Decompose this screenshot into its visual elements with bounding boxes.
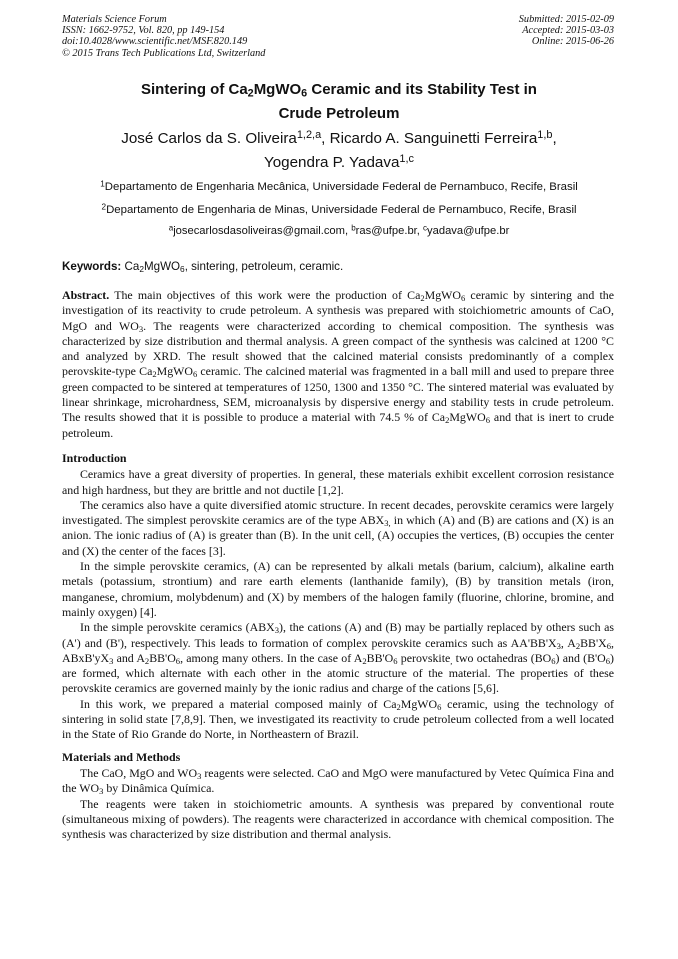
online-date: Online: 2015-06-26 <box>531 36 614 48</box>
paragraph: Ceramics have a great diversity of properties. In general, these materials exhibit excellent corrosion resistance and high hardness, but they are brittle and not ductile [1,2]. <box>62 467 614 497</box>
paper-body <box>62 288 614 842</box>
paragraph: In this work, we prepared a material composed mainly of $Ca_2MgWO_6$ ceramic, using the technology of sintering in solid state [7,8,9]. Then, we investigated its reactivity to crude petroleum collected from a well located in the State of Rio Grande do Norte, in Northeastern of Brazil. <box>62 696 614 742</box>
journal-name: Materials Science Forum <box>62 14 167 25</box>
journal-info <box>62 14 265 59</box>
keywords-label: Keywords: <box>62 260 122 273</box>
accepted-date: Accepted: 2015-03-03 <box>522 25 614 37</box>
paragraph: In the simple perovskite ceramics, (A) can be represented by alkali metals (barium, calcium), alkaline earth metals (potassium, strontium) and rare earth elements (lanthanide family), (B) by transition metals (iron, manganese, chromium, molybdenum) and (X) by members of the halogen family (fluorine, chlorine, bromine, and mainly oxygen) [4]. <box>62 559 614 619</box>
author-name: , Ricardo A. Sanguinetti Ferreira <box>321 130 538 147</box>
publication-dates <box>519 14 614 48</box>
submitted-date: Submitted: 2015-02-09 <box>518 14 614 25</box>
author-list: José Carlos da S. Oliveira$^{1,2,a}$, Ricardo A. Sanguinetti Ferreira$^{1,b}$, Yogendra P. Yadava$^{1,c}$ <box>121 129 557 171</box>
abstract-label: Abstract. <box>62 288 110 302</box>
paragraph: The CaO, MgO and $WO_3$ reagents were selected. CaO and MgO were manufactured by Vetec Química Fina and the $WO_3$ by Dinâmica Química. <box>62 765 614 797</box>
author-name: José Carlos da S. Oliveira <box>121 130 297 147</box>
section-heading-methods: Materials and Methods <box>62 749 181 764</box>
author-emails: $^a$josecarlosdasoliveiras@gmail.com, $^b$ras@ufpe.br, $^c$yadava@ufpe.br <box>168 223 510 237</box>
paper-title: Sintering of $Ca_2MgWO_6$ Ceramic and its Stability Test in Crude Petroleum <box>141 81 537 122</box>
doi: doi:10.4028/www.scientific.net/MSF.820.149 <box>62 36 248 48</box>
paragraph: The ceramics also have a quite diversified atomic structure. In recent decades, perovskite ceramics were largely investigated. The simplest perovskite ceramics are of the type $ABX_{3,}$ in which (A) and (B) are cations and (X) is an anion. The ionic radius of (A) is greater than (B). In the unit cell, (A) occupies the vertices, (B) occupies the center and (X) the center of the faces [3]. <box>62 497 614 558</box>
affiliation-2: $^2$Departamento de Engenharia de Minas, Universidade Federal de Pernambuco, Recife, Brasil <box>101 202 577 216</box>
abstract: Abstract. The main objectives of this work were the production of $Ca_2MgWO_6$ ceramic by sintering and the investigation of its reactivity to crude petroleum. A synthesis was prepared with stoichiometric amounts of CaO, MgO and $WO_3$. The reagents were characterized according to chemical composition. The synthesis was characterized by size distribution and thermal analysis. A green compact of the synthesis was calcined at 1200 °C and analyzed by XRD. The result showed that the calcined material consists predominantly of a complex perovskite-type $Ca_2MgWO_6$ ceramic. The calcined material was fragmented in a ball mill and used to prepare three green compacted to be sintered at temperatures of 1250, 1300 and 1350 °C. The sintered material was evaluated by linear shrinkage, microhardness, SEM, microanalysis by dispersive energy and stability tests in crude petroleum. The results showed that it is possible to produce a material with 74.5 % of $Ca_2MgWO_6$ and that is inert to crude petroleum. <box>62 288 614 440</box>
paragraph: In the simple perovskite ceramics $(ABX_3)$, the cations (A) and (B) may be partially replaced by others such as (A') and (B'), respectively. This leads to formation of complex perovskite ceramics such as $AA'BB'X_3$, $A_2BB'X_6$, $ABxB'yX_3$ and $A_2BB'O_6$, among many others. In the case of $A_2BB'O_6$ perovskite$_,$ two octahedras $(BO_6)$ and $(B'O_6)$ are formed, which alternate with each other in the atomic structure of the material. The properties of these perovskite ceramics are governed mainly by the ionic radius and charge of the cations [5,6]. <box>62 620 614 696</box>
copyright: © 2015 Trans Tech Publications Ltd, Switzerland <box>62 47 266 59</box>
keywords: Keywords: $Ca_2MgWO_6$, sintering, petroleum, ceramic. <box>62 260 344 275</box>
issn: ISSN: 1662-9752, Vol. 820, pp 149-154 <box>62 25 225 37</box>
affiliation-1: $^1$Departamento de Engenharia Mecânica, Universidade Federal de Pernambuco, Recife, Brasil <box>100 179 578 193</box>
author-name: Yogendra P. Yadava <box>263 154 400 171</box>
section-heading-introduction: Introduction <box>62 450 127 465</box>
paragraph: The reagents were taken in stoichiometric amounts. A synthesis was prepared by conventional route (simultaneous mixing of powders). The reagents were characterized in accordance with chemical composition. The synthesis was characterized by size distribution and thermal analysis. <box>62 796 614 842</box>
